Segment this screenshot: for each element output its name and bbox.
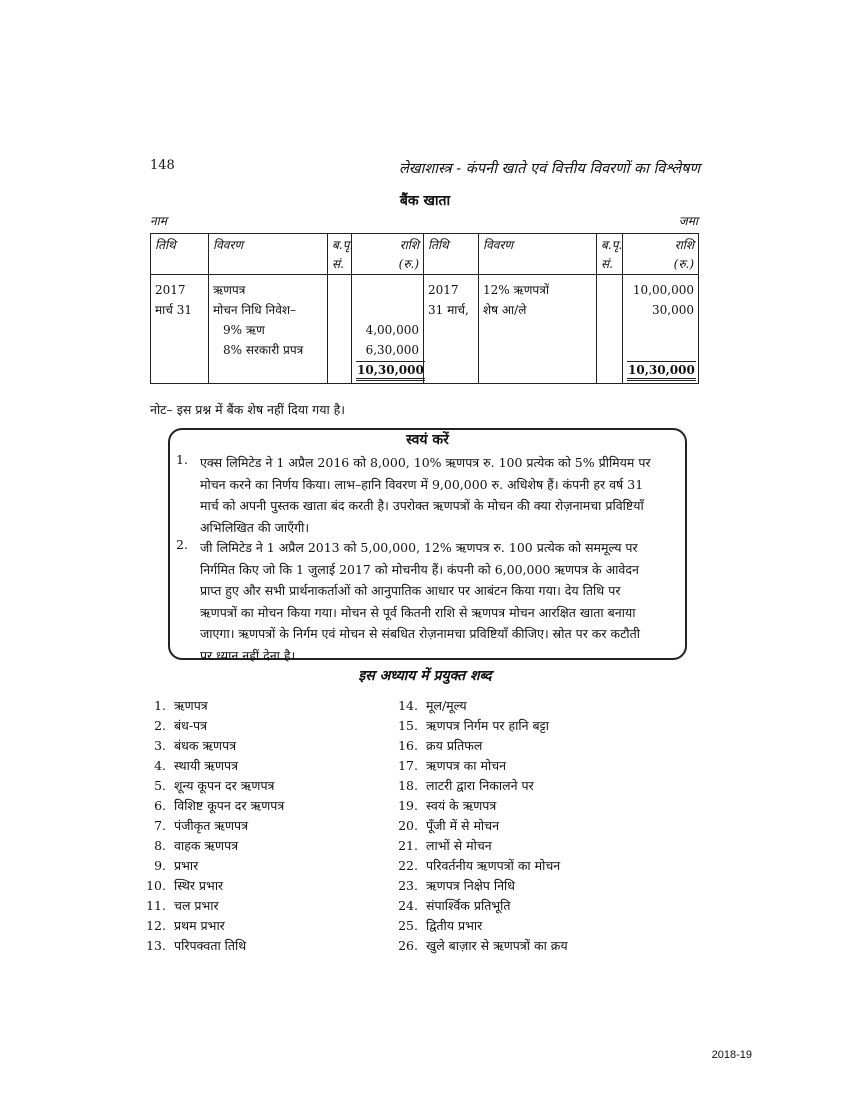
col-date: तिथि: [151, 234, 209, 275]
credit-total: 10,30,000: [627, 361, 696, 381]
page-number: 148: [150, 158, 175, 173]
list-item: 21. लाभों से मोचन: [398, 838, 492, 853]
list-item: 23. ऋणपत्र निक्षेप निधि: [398, 878, 515, 893]
debit-amount-cell: 4,00,000 6,30,000 10,30,000: [352, 275, 424, 384]
list-item: 3. बंधक ऋणपत्र: [154, 738, 237, 753]
list-item: 24. संपार्श्विक प्रतिभूति: [398, 898, 511, 913]
list-item: 16. क्रय प्रतिफल: [398, 738, 483, 753]
list-item: 6. विशिष्ट कूपन दर ऋणपत्र: [154, 798, 285, 813]
list-item: 22. परिवर्तनीय ऋणपत्रों का मोचन: [398, 858, 561, 873]
question-number: 1.: [176, 452, 188, 467]
note: नोट– इस प्रश्न में बैंक शेष नहीं दिया गया है।: [150, 402, 346, 417]
debit-date-cell: 2017 मार्च 31: [151, 275, 209, 384]
list-item: 4. स्थायी ऋणपत्र: [154, 758, 238, 773]
table-row: [151, 275, 699, 384]
table-header-row: [151, 234, 699, 275]
debit-jf-cell: [328, 275, 352, 384]
col-amount: राशि (रु.): [623, 234, 699, 275]
col-particulars: विवरण: [209, 234, 328, 275]
list-item: 15. ऋणपत्र निर्गम पर हानि बट्टा: [398, 718, 550, 733]
list-item: 25. द्वितीय प्रभार: [398, 918, 483, 933]
debit-total: 10,30,000: [356, 361, 425, 381]
running-header: लेखाशास्त्र - कंपनी खाते एवं वित्तीय विवरणों का विश्लेषण: [398, 161, 700, 177]
list-item: 20. पूँजी में से मोचन: [398, 818, 500, 833]
col-date: तिथि: [424, 234, 479, 275]
bank-account-title: बैंक खाता: [399, 193, 451, 209]
col-particulars: विवरण: [479, 234, 597, 275]
col-amount: राशि (रु.): [352, 234, 424, 275]
list-item: 12. प्रथम प्रभार: [146, 918, 225, 933]
list-item: 17. ऋणपत्र का मोचन: [398, 758, 507, 773]
credit-date-cell: 2017 31 मार्च,: [424, 275, 479, 384]
list-item: 11. चल प्रभार: [146, 898, 219, 913]
list-item: 26. खुले बाज़ार से ऋणपत्रों का क्रय: [398, 938, 568, 953]
list-item: 9. प्रभार: [154, 858, 199, 873]
list-item: 13. परिपक्वता तिथि: [146, 938, 247, 953]
do-yourself-title: स्वयं करें: [406, 432, 449, 448]
list-item: 18. लाटरी द्वारा निकालने पर: [398, 778, 534, 793]
list-item: 2. बंध-पत्र: [154, 718, 208, 733]
list-item: 14. मूल/मूल्य: [398, 698, 467, 713]
list-item: 19. स्वयं के ऋणपत्र: [398, 798, 497, 813]
terms-title: इस अध्याय में प्रयुक्त शब्द: [358, 668, 492, 684]
col-jf: ब.पृ. सं.: [597, 234, 623, 275]
question-2: जी लिमिटेड ने 1 अप्रैल 2013 को 5,00,000, 12% ऋणपत्र रु. 100 प्रत्येक को सममूल्य पर निर्गमित किए जो कि 1 जुलाई 2017 को मोचनीय हैं। कंपनी को 6,00,000 ऋणपत्र के आवेदन प्राप्त हुए और सभी प्रार्थनाकर्ताओं को आनुपातिक आधार पर आबंटन किया गया। देय तिथि पर ऋणपत्रों का मोचन किया गया। मोचन से पूर्व कितनी राशि से ऋणपत्र मोचन आरक्षित खाता बनाया जाएगा। ऋणपत्रों के निर्गम एवं मोचन से संबधित रोज़नामचा प्रविष्टियाँ कीजिए। स्रोत पर कर कटौती पर ध्यान नहीं देना है।: [200, 540, 640, 663]
question-1: एक्स लिमिटेड ने 1 अप्रैल 2016 को 8,000, 10% ऋणपत्र रु. 100 प्रत्येक को 5% प्रीमियम पर मोचन करने का निर्णय किया। लाभ–हानि विवरण में 9,00,000 रु. अधिशेष हैं। कंपनी हर वर्ष 31 मार्च को अपनी पुस्तक खाता बंद करती है। उपरोक्त ऋणपत्रों के मोचन की क्या रोज़नामचा प्रविष्टियाँ अभिलिखित की जाएँगी।: [200, 455, 651, 535]
credit-label: जमा: [678, 214, 698, 228]
list-item: 1. ऋणपत्र: [154, 698, 208, 713]
list-item: 7. पंजीकृत ऋणपत्र: [154, 818, 249, 833]
debit-label: नाम: [150, 214, 167, 228]
list-item: 5. शून्य कूपन दर ऋणपत्र: [154, 778, 275, 793]
credit-amount-cell: 10,00,000 30,000 10,30,000: [623, 275, 699, 384]
footer-year: 2018-19: [711, 1049, 752, 1061]
question-number: 2.: [176, 537, 188, 552]
bank-account-table: [150, 233, 699, 384]
credit-particulars-cell: 12% ऋणपत्रों शेष आ/ले: [479, 275, 597, 384]
list-item: 8. वाहक ऋणपत्र: [154, 838, 239, 853]
col-jf: ब.पृ. सं.: [328, 234, 352, 275]
credit-jf-cell: [597, 275, 623, 384]
list-item: 10. स्थिर प्रभार: [146, 878, 224, 893]
debit-particulars-cell: ऋणपत्र मोचन निधि निवेश– 9% ऋण 8% सरकारी प्रपत्र: [209, 275, 328, 384]
